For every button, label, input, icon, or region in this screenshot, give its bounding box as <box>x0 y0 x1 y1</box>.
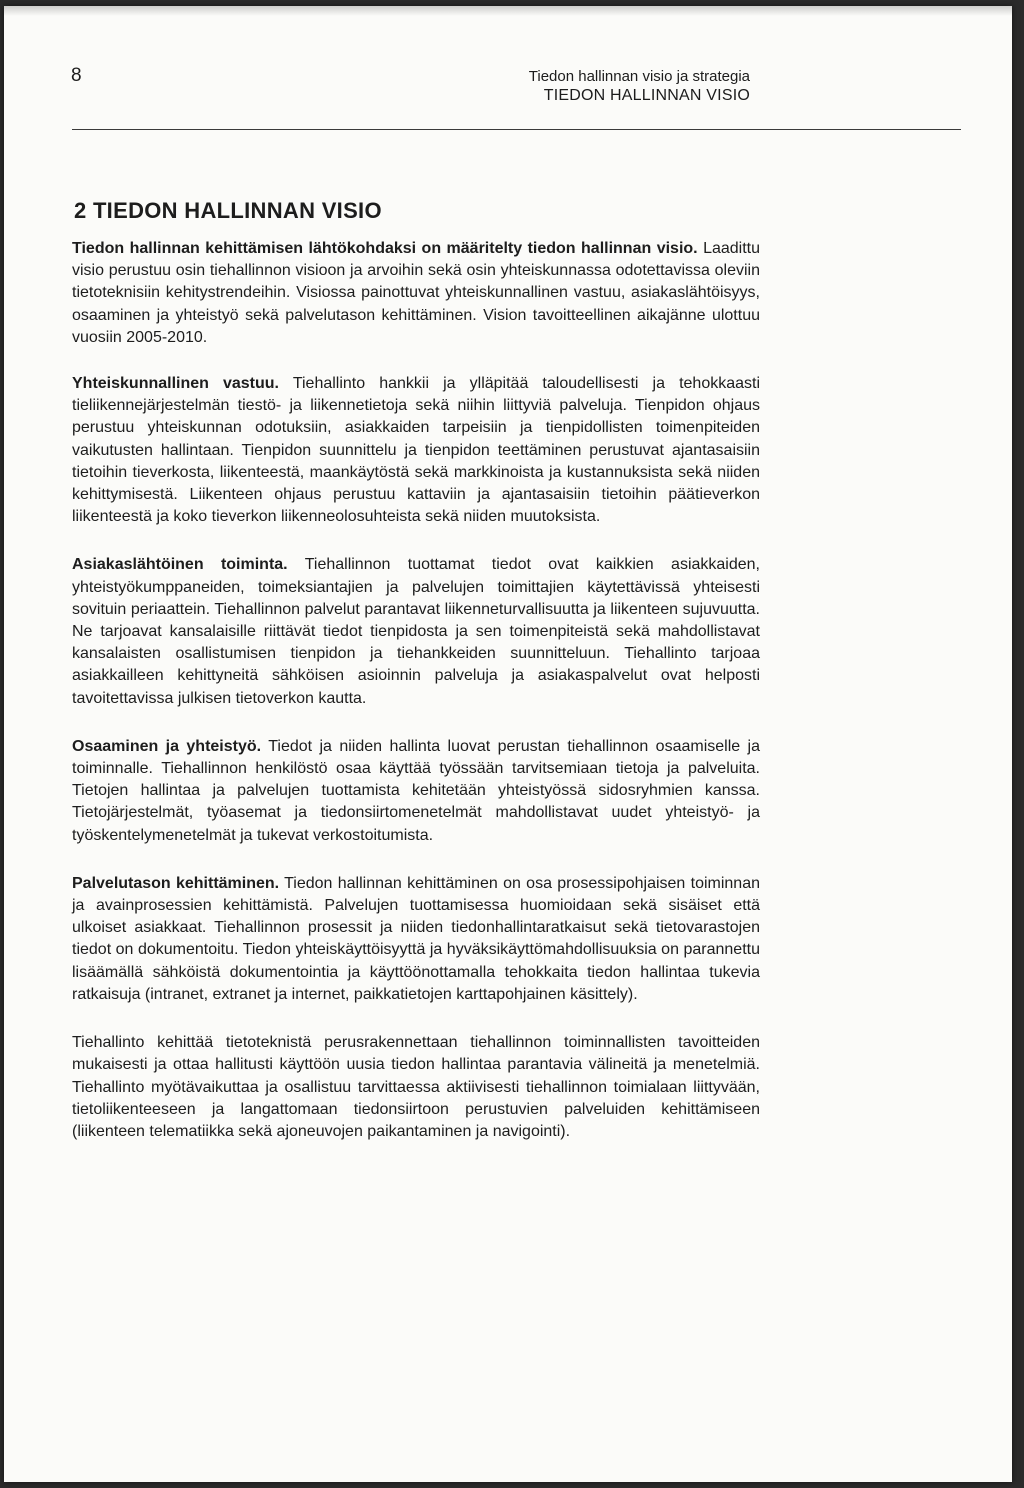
running-header <box>529 68 750 106</box>
page-number: 8 <box>71 65 82 86</box>
paragraph-palvelutason-kehittaminen <box>72 873 760 1006</box>
paragraph-tietotekninen-perusrakenne <box>72 1032 760 1143</box>
paragraph-lead: Osaaminen ja yhteistyö. <box>72 737 262 755</box>
running-header-doc-title: Tiedon hallinnan visio ja strategia <box>528 68 750 85</box>
paragraph-lead: Palvelutason kehittäminen. <box>72 874 280 892</box>
paragraph-lead: Yhteiskunnallinen vastuu. <box>72 375 280 393</box>
paragraph-osaaminen-ja-yhteistyo <box>72 736 760 847</box>
paragraph-intro <box>72 238 760 349</box>
paragraph-yhteiskunnallinen-vastuu <box>72 373 760 528</box>
paragraph-body: Tiedot ja niiden hallinta luovat perustan tiehallinnon osaamiselle ja toiminnalle. Tiehallinnon henkilöstö osaa käyttää työssään tarvitsemiaan tietoja ja palveluita. Tietojen hallintaa ja palvelujen tuottamista kehitetään yhteistyössä sidosryhmien kanssa. Tietojärjestelmät, työasemat ja tiedonsiirtomenetelmät mahdollistavat uudet yhteistyö- ja työskentelymenetelmät ja tukevat verkostoitumista. <box>72 737 761 844</box>
scan-shadow <box>4 6 1012 16</box>
header-divider <box>72 129 961 130</box>
running-header-section-title: TIEDON HALLINNAN VISIO <box>543 87 750 104</box>
document-page <box>4 6 1012 1482</box>
paragraph-asiakaslahtoinen-toiminta <box>72 554 760 709</box>
paragraph-body: Tiehallinto kehittää tietoteknistä perusrakennettaan tiehallinnon toiminnallisten tavoitteiden mukaisesti ja ottaa hallitusti käyttöön uusia tiedon hallintaa parantavia välineitä ja menetelmiä. Tiehallinto myötävaikuttaa ja osallistuu tarvittaessa aktiivisesti tiehallinnon toimialaan liittyvään, tietoliikenteeseen ja langattomaan tiedonsiirtoon perustuvien palveluiden kehittämiseen (liikenteen telematiikka sekä ajoneuvojen paikantaminen ja navigointi). <box>72 1034 760 1140</box>
paragraph-lead: Asiakaslähtöinen toiminta. <box>72 556 288 574</box>
chapter-title: 2 TIEDON HALLINNAN VISIO <box>74 198 382 223</box>
paragraph-body: Tiehallinnon tuottamat tiedot ovat kaikkien asiakkaiden, yhteistyökumppaneiden, toimeksiantajien ja palvelujen toimittajien käytettävissä yhteisesti sovituin periaattein. Tiehallinnon palvelut parantavat liikenneturvallisuutta ja liikenteen sujuvuutta. Ne tarjoavat kansalaisille riittävät tiedot tienpidosta ja sen toimenpiteistä sekä mahdollistavat kansalaisten osallistumisen tienpidon ja tiehankkeiden suunnitteluun. Tiehallinto tarjoaa asiakkailleen kehittyneitä sähköisen asioinnin palveluja ja asiakaspalvelut ovat helposti tavoitettavissa julkisen tietoverkon kautta. <box>72 556 761 707</box>
paragraph-body: Tiehallinto hankkii ja ylläpitää taloudellisesti ja tehokkaasti tieliikennejärjestelmän tiestö- ja liikennetietoja sekä niihin liittyviä palveluja. Tienpidon ohjaus perustuu yhteiskunnan odotuksiin, asiakkaiden tarpeisiin ja tienpidollisten toimenpiteiden vaikutusten hallintaan. Tienpidon suunnittelu ja tienpidon teettäminen perustuvat ajantasaisiin tietoihin tieverkosta, liikenteestä, maankäytöstä sekä markkinoista ja kustannuksista sekä niiden kehittymisestä. Liikenteen ohjaus perustuu kattaviin ja ajantasaisiin tietoihin päätieverkon liikenteestä ja koko tieverkon liikenneolosuhteista sekä niiden muutoksista. <box>72 375 761 526</box>
paragraph-body: Laadittu visio perustuu osin tiehallinnon visioon ja arvoihin sekä osin yhteiskunnassa odotettavissa oleviin tietoteknisiin kehitystrendeihin. Visiossa painottuvat yhteiskunnallinen vastuu, asiakaslähtöisyys, osaaminen ja yhteistyö sekä palvelutason kehittäminen. Vision tavoitteellinen aikajänne ulottuu vuosiin 2005-2010. <box>72 240 760 346</box>
page-body <box>72 196 760 1169</box>
paragraph-body: Tiedon hallinnan kehittäminen on osa prosessipohjaisen toiminnan ja avainprosessien kehittämistä. Palvelujen tuottamisessa huomioidaan sekä sisäiset että ulkoiset asiakkaat. Tiehallinnon prosessit ja niiden tiedonhallintaratkaisut sekä tietovarastojen tiedot on dokumentoitu. Tiedon yhteiskäyttöisyyttä ja hyväksikäyttömahdollisuuksia on parannettu lisäämällä sähköistä dokumentointia ja käyttöönottamalla tehokkaita tiedon hallintaa tukevia ratkaisuja (intranet, extranet ja internet, paikkatietojen karttapohjainen käsittely). <box>72 874 760 1003</box>
paragraph-lead: Tiedon hallinnan kehittämisen lähtökohdaksi on määritelty tiedon hallinnan visio. <box>72 240 698 257</box>
